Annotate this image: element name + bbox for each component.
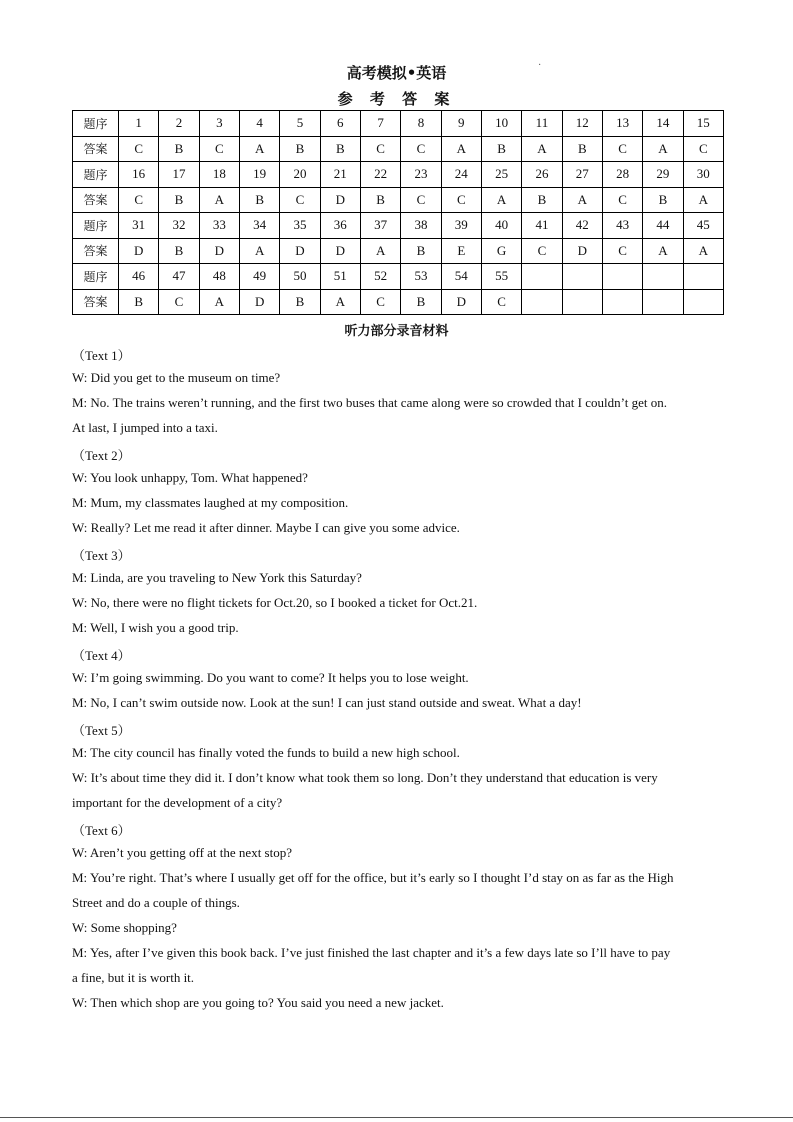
question-number-cell: 14 [643,111,683,137]
answer-cell: C [360,289,400,315]
question-number-cell: 26 [522,162,562,188]
answer-cell: A [643,238,683,264]
question-number-cell: 51 [320,264,360,290]
question-number-cell: 25 [481,162,521,188]
row-label-question: 题序 [73,264,119,290]
question-number-row [73,111,724,137]
question-number-cell: 12 [562,111,602,137]
question-number-cell: 32 [159,213,199,239]
answer-cell: A [239,238,279,264]
question-number-cell: 16 [119,162,159,188]
text-label: （Text 4） [72,648,131,663]
question-number-cell: 3 [199,111,239,137]
answer-cell: B [522,187,562,213]
answer-cell: B [401,238,441,264]
answer-cell: D [562,238,602,264]
answer-row [73,238,724,264]
question-number-cell [683,264,723,290]
answer-cell: B [280,136,320,162]
transcript-line: W: It’s about time they did it. I don’t know what took them so long. Don’t they understand that education is very [72,770,658,785]
answer-cell [683,289,723,315]
transcript-line: M: You’re right. That’s where I usually get off for the office, but it’s early so I thought I’d stay on as far as the High [72,870,674,885]
transcript-line: W: Really? Let me read it after dinner. Maybe I can give you some advice. [72,520,460,535]
question-number-cell: 17 [159,162,199,188]
text-label: （Text 6） [72,823,131,838]
answer-cell: A [643,136,683,162]
question-number-cell: 19 [239,162,279,188]
question-number-cell: 2 [159,111,199,137]
answer-cell: C [441,187,481,213]
question-number-cell: 5 [280,111,320,137]
answer-row [73,136,724,162]
transcript-line: M: Mum, my classmates laughed at my composition. [72,495,349,510]
row-label-question: 题序 [73,111,119,137]
bottom-rule [0,1117,793,1118]
answer-cell: D [239,289,279,315]
answer-cell: A [683,187,723,213]
question-number-row [73,264,724,290]
question-number-cell: 49 [239,264,279,290]
answer-cell: B [562,136,602,162]
transcript-line: important for the development of a city? [72,795,283,810]
answer-cell: C [602,187,642,213]
question-number-row [73,213,724,239]
question-number-cell: 35 [280,213,320,239]
question-number-cell: 55 [481,264,521,290]
question-number-cell: 8 [401,111,441,137]
question-number-cell: 1 [119,111,159,137]
answer-cell: C [602,136,642,162]
question-number-cell: 21 [320,162,360,188]
answer-cell: C [602,238,642,264]
question-number-cell: 45 [683,213,723,239]
question-number-cell: 6 [320,111,360,137]
question-number-cell: 46 [119,264,159,290]
question-number-cell: 39 [441,213,481,239]
question-number-cell [643,264,683,290]
answer-cell: B [280,289,320,315]
question-number-cell [602,264,642,290]
row-label-answer: 答案 [73,238,119,264]
answer-cell [602,289,642,315]
question-number-cell: 52 [360,264,400,290]
transcript-line: W: You look unhappy, Tom. What happened? [72,470,308,485]
answer-cell: B [320,136,360,162]
answer-cell: D [320,187,360,213]
text-label: （Text 1） [72,348,131,363]
answer-row [73,289,724,315]
answer-cell: D [280,238,320,264]
answer-cell: B [481,136,521,162]
answer-cell: C [199,136,239,162]
transcript-line: M: No. The trains weren’t running, and the first two buses that came along were so crowded that I couldn’t get on. [72,395,667,410]
answer-cell: C [401,187,441,213]
answer-cell: D [199,238,239,264]
answer-cell: A [239,136,279,162]
question-number-cell: 41 [522,213,562,239]
answer-cell: C [481,289,521,315]
transcript-line: W: Then which shop are you going to? You said you need a new jacket. [72,995,444,1010]
transcript-line: W: I’m going swimming. Do you want to come? It helps you to lose weight. [72,670,469,685]
answer-cell: C [360,136,400,162]
page-title: 高考模拟•英语 [346,64,447,82]
transcript-line: a fine, but it is worth it. [72,970,195,985]
question-number-cell: 10 [481,111,521,137]
text-label: （Text 3） [72,548,131,563]
answer-cell [643,289,683,315]
question-number-cell: 33 [199,213,239,239]
transcript-line: M: No, I can’t swim outside now. Look at the sun! I can just stand outside and sweat. What a day! [72,695,582,710]
answer-cell: B [401,289,441,315]
answer-cell: A [199,187,239,213]
answer-cell: A [320,289,360,315]
answer-cell: A [360,238,400,264]
transcript-line: M: The city council has finally voted the funds to build a new high school. [72,745,460,760]
question-number-cell: 22 [360,162,400,188]
question-number-cell: 23 [401,162,441,188]
answer-cell: C [522,238,562,264]
question-number-cell: 53 [401,264,441,290]
answer-cell: A [481,187,521,213]
question-number-cell: 44 [643,213,683,239]
answer-cell: A [199,289,239,315]
transcript-line: W: No, there were no flight tickets for Oct.20, so I booked a ticket for Oct.21. [72,595,478,610]
row-label-question: 题序 [73,162,119,188]
transcript-line: M: Well, I wish you a good trip. [72,620,239,635]
answer-cell: G [481,238,521,264]
answer-cell: D [119,238,159,264]
answer-row [73,187,724,213]
question-number-cell: 11 [522,111,562,137]
question-number-cell: 47 [159,264,199,290]
answer-cell: C [119,136,159,162]
listening-section-title: 听力部分录音材料 [344,324,449,339]
answer-cell [522,289,562,315]
question-number-cell: 40 [481,213,521,239]
answer-cell: C [683,136,723,162]
answer-cell: C [159,289,199,315]
question-number-cell: 48 [199,264,239,290]
question-number-cell: 34 [239,213,279,239]
question-number-cell: 4 [239,111,279,137]
transcript-line: M: Yes, after I’ve given this book back. I’ve just finished the last chapter and it’s a few days late so I’ll have to pay [72,945,671,960]
question-number-cell: 7 [360,111,400,137]
question-number-cell: 15 [683,111,723,137]
question-number-cell: 36 [320,213,360,239]
question-number-cell: 20 [280,162,320,188]
row-label-question: 题序 [73,213,119,239]
question-number-cell [562,264,602,290]
transcript-line: At last, I jumped into a taxi. [72,420,218,435]
answer-cell: B [159,187,199,213]
transcript-line: Street and do a couple of things. [72,895,240,910]
answer-cell: A [562,187,602,213]
answer-cell: A [441,136,481,162]
answer-table [72,110,724,315]
question-number-cell: 38 [401,213,441,239]
question-number-cell: 54 [441,264,481,290]
answer-cell [562,289,602,315]
question-number-cell: 30 [683,162,723,188]
question-number-cell: 37 [360,213,400,239]
transcript-line: M: Linda, are you traveling to New York this Saturday? [72,570,362,585]
answer-cell: C [119,187,159,213]
row-label-answer: 答案 [73,289,119,315]
question-number-row [73,162,724,188]
transcript-line: W: Some shopping? [72,920,177,935]
answer-cell: D [320,238,360,264]
row-label-answer: 答案 [73,136,119,162]
question-number-cell: 31 [119,213,159,239]
text-label: （Text 2） [72,448,131,463]
answer-cell: C [280,187,320,213]
answer-cell: E [441,238,481,264]
question-number-cell: 27 [562,162,602,188]
question-number-cell: 42 [562,213,602,239]
answer-cell: B [360,187,400,213]
answer-cell: C [401,136,441,162]
question-number-cell: 24 [441,162,481,188]
stray-dot: · [538,60,542,71]
answer-cell: A [522,136,562,162]
question-number-cell: 18 [199,162,239,188]
answer-cell: B [643,187,683,213]
question-number-cell: 13 [602,111,642,137]
answer-cell: D [441,289,481,315]
answer-cell: B [239,187,279,213]
page-subtitle: 参 考 答 案 [337,90,456,108]
question-number-cell: 29 [643,162,683,188]
answer-cell: B [159,238,199,264]
question-number-cell: 28 [602,162,642,188]
answer-cell: B [119,289,159,315]
text-label: （Text 5） [72,723,131,738]
transcript-line: W: Aren’t you getting off at the next stop? [72,845,292,860]
question-number-cell: 50 [280,264,320,290]
transcript-line: W: Did you get to the museum on time? [72,370,281,385]
answer-cell: B [159,136,199,162]
question-number-cell: 9 [441,111,481,137]
answer-cell: A [683,238,723,264]
row-label-answer: 答案 [73,187,119,213]
question-number-cell: 43 [602,213,642,239]
question-number-cell [522,264,562,290]
